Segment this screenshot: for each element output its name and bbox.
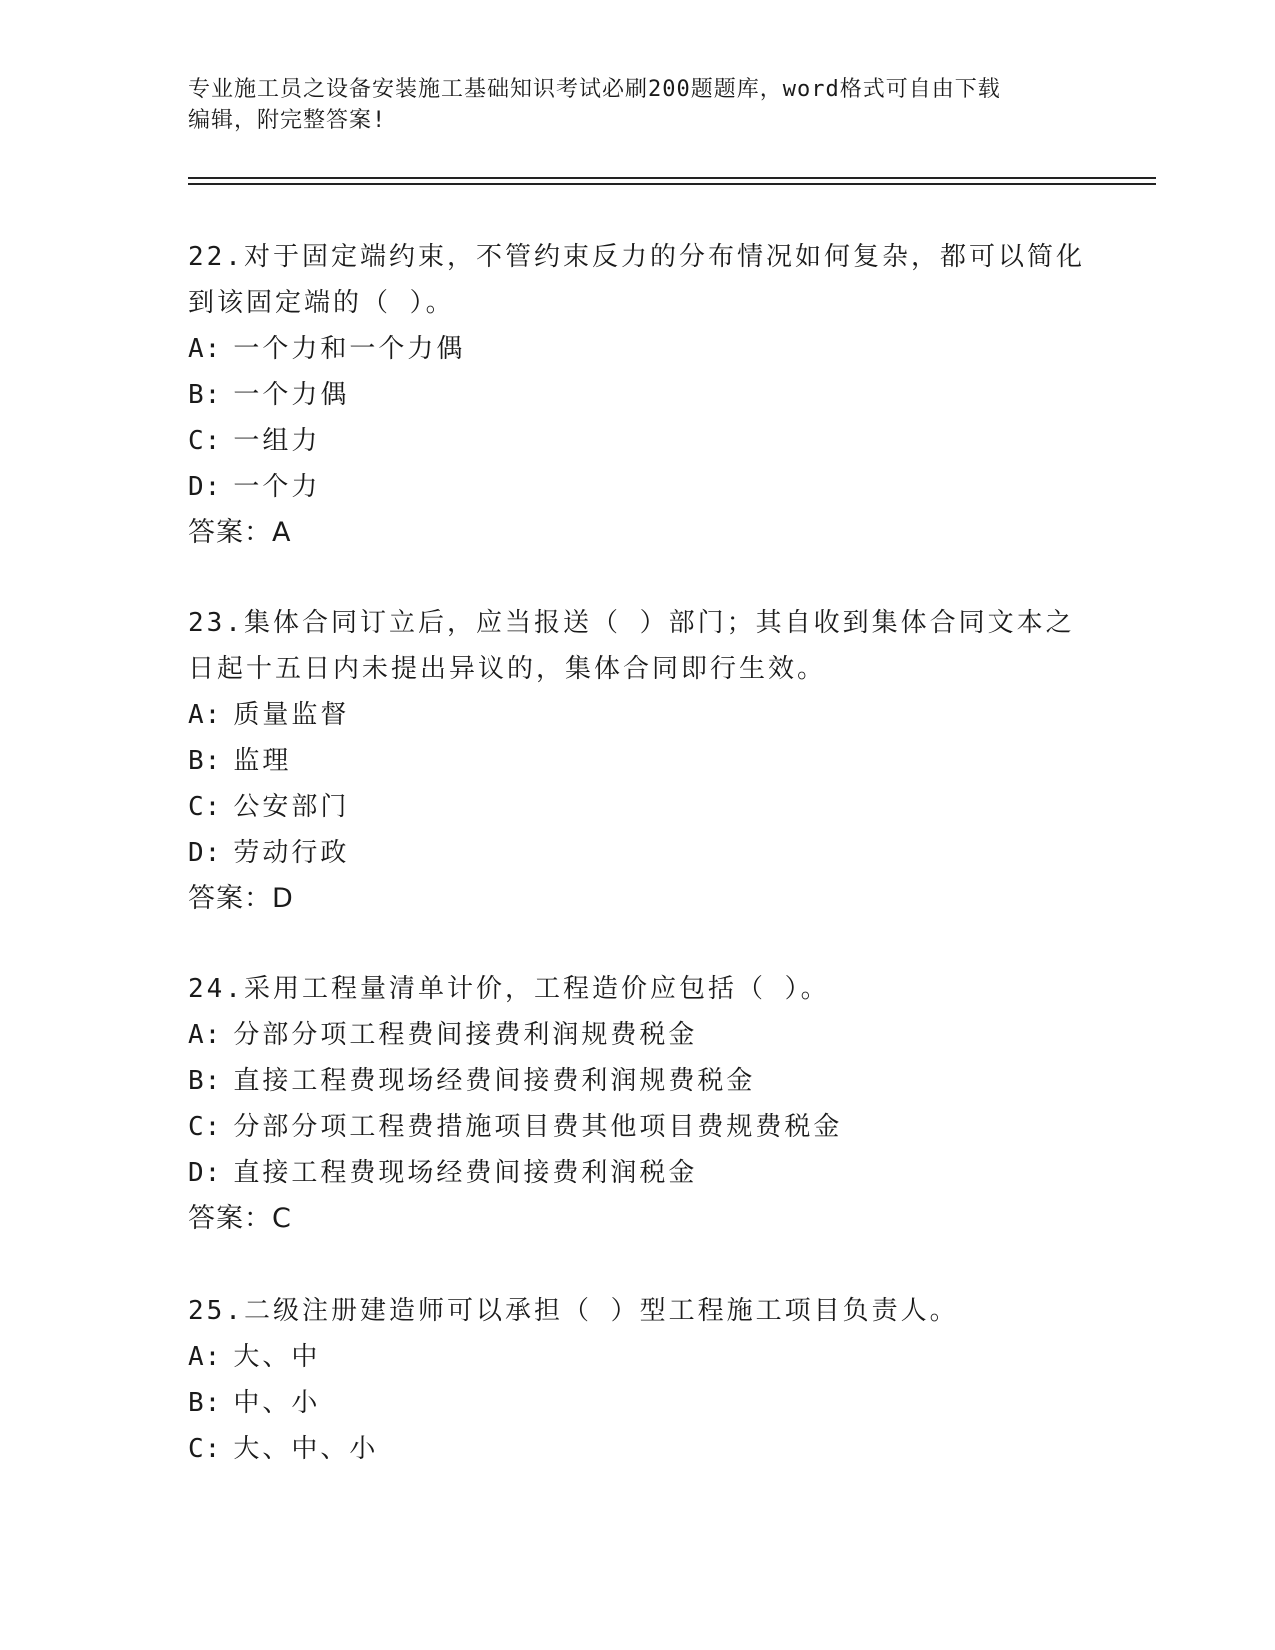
option-text: 劳动行政 <box>233 838 350 868</box>
option-text: 分部分项工程费措施项目费其他项目费规费税金 <box>233 1112 843 1142</box>
option-text: 公安部门 <box>233 792 350 822</box>
option-d <box>188 464 1088 510</box>
option-a <box>188 1334 1088 1380</box>
option-a <box>188 692 1088 738</box>
option-d <box>188 1150 1088 1196</box>
option-c <box>188 418 1088 464</box>
option-b <box>188 1058 1088 1104</box>
option-b <box>188 1380 1088 1426</box>
option-text: 一个力偶 <box>233 380 350 410</box>
option-b <box>188 738 1088 784</box>
question-stem-line: 25.二级注册建造师可以承担（ ）型工程施工项目负责人。 <box>188 1296 959 1326</box>
option-key: A: <box>188 700 222 730</box>
option-key: C: <box>188 1434 222 1464</box>
option-key: C: <box>188 1112 222 1142</box>
question-24 <box>188 966 1088 1242</box>
option-text: 分部分项工程费间接费利润规费税金 <box>233 1020 698 1050</box>
question-stem-line: 日起十五日内未提出异议的，集体合同即行生效。 <box>188 654 827 684</box>
answer-line: 答案：D <box>188 883 294 914</box>
option-key: D: <box>188 472 222 502</box>
header-divider-top <box>188 177 1156 179</box>
option-text: 大、中、小 <box>233 1434 379 1464</box>
question-stem-line: 23.集体合同订立后，应当报送（ ）部门；其自收到集体合同文本之 <box>188 608 1075 638</box>
option-c <box>188 1426 1088 1472</box>
question-stem-line: 到该固定端的（ ）。 <box>188 288 455 318</box>
document-header <box>188 74 1068 136</box>
option-key: A: <box>188 334 222 364</box>
option-key: B: <box>188 1066 222 1096</box>
option-c <box>188 1104 1088 1150</box>
question-23 <box>188 600 1088 922</box>
option-key: C: <box>188 426 222 456</box>
question-22 <box>188 234 1088 556</box>
option-key: B: <box>188 746 222 776</box>
option-key: B: <box>188 1388 222 1418</box>
option-text: 一个力和一个力偶 <box>233 334 466 364</box>
question-25 <box>188 1288 1088 1472</box>
option-a <box>188 326 1088 372</box>
option-key: C: <box>188 792 222 822</box>
answer-line: 答案：C <box>188 1203 292 1234</box>
header-line-1: 专业施工员之设备安装施工基础知识考试必刷200题题库，word格式可自由下载 <box>188 77 1001 102</box>
option-key: A: <box>188 1020 222 1050</box>
option-a <box>188 1012 1088 1058</box>
option-b <box>188 372 1088 418</box>
header-line-2: 编辑，附完整答案! <box>188 108 387 133</box>
option-c <box>188 784 1088 830</box>
option-text: 一组力 <box>233 426 321 456</box>
question-stem-line: 22.对于固定端约束，不管约束反力的分布情况如何复杂，都可以简化 <box>188 242 1085 272</box>
option-text: 质量监督 <box>233 700 350 730</box>
option-text: 一个力 <box>233 472 321 502</box>
option-text: 中、小 <box>233 1388 321 1418</box>
option-text: 大、中 <box>233 1342 321 1372</box>
option-key: B: <box>188 380 222 410</box>
option-key: D: <box>188 838 222 868</box>
option-key: A: <box>188 1342 222 1372</box>
header-divider-bottom <box>188 183 1156 185</box>
option-text: 直接工程费现场经费间接费利润规费税金 <box>233 1066 756 1096</box>
question-stem-line: 24.采用工程量清单计价，工程造价应包括（ ）。 <box>188 974 830 1004</box>
option-key: D: <box>188 1158 222 1188</box>
option-text: 监理 <box>233 746 292 776</box>
option-d <box>188 830 1088 876</box>
option-text: 直接工程费现场经费间接费利润税金 <box>233 1158 698 1188</box>
answer-line: 答案：A <box>188 517 292 548</box>
